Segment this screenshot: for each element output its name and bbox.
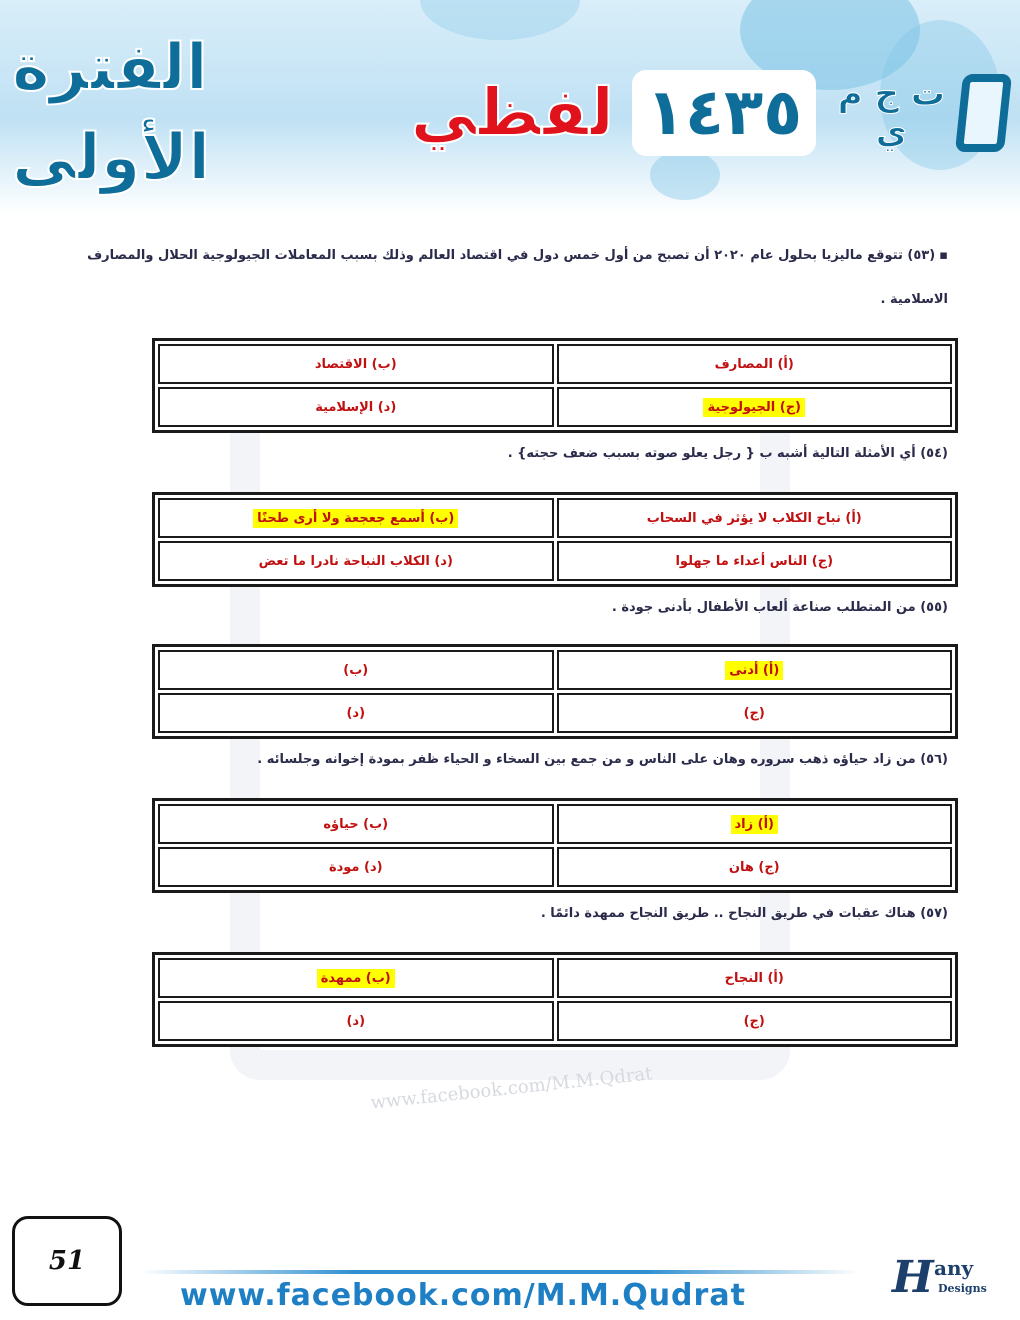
option-label: (د) مودة	[328, 859, 383, 875]
option-label: (ب) الاقتصاد	[314, 356, 397, 372]
question-text: (٥٧) هناك عقبات في طريق النجاح .. طريق النجاح ممهدة دائمًا .	[540, 906, 948, 921]
option-label-highlighted: (ج) الجيولوجية	[703, 398, 805, 417]
option-d[interactable]	[158, 387, 554, 427]
brand-word: any	[934, 1256, 974, 1280]
page-number: 51	[12, 1216, 122, 1306]
question-text: (٥٣) تتوقع ماليزيا بحلول عام ٢٠٢٠ أن تصبح من أول خمس دول في اقتصاد العالم وذلك بسبب المعاملات الجيولوجية الحلال والمصارف	[87, 248, 936, 263]
option-a[interactable]	[557, 344, 953, 384]
option-c[interactable]	[557, 693, 953, 733]
options-table-54	[152, 492, 958, 587]
question-54	[68, 444, 948, 464]
option-a[interactable]	[557, 958, 953, 998]
logo-glyph-icon	[954, 74, 1012, 152]
logo-text: ت ج م ي	[837, 74, 946, 152]
option-d[interactable]	[158, 847, 554, 887]
option-label: (د)	[346, 705, 366, 721]
option-c[interactable]	[557, 1001, 953, 1041]
banner-word-red: لفظي	[410, 74, 614, 151]
brand-initial: H	[892, 1252, 934, 1303]
options-table-57	[152, 952, 958, 1047]
option-label: (أ) المصارف	[714, 356, 794, 372]
logo	[834, 61, 1008, 166]
question-text-continued: الاسلامية .	[880, 292, 948, 307]
option-c[interactable]	[557, 541, 953, 581]
option-b[interactable]	[158, 958, 554, 998]
footer-divider	[140, 1270, 860, 1274]
option-label: (أ) نباح الكلاب لا يؤثر في السحاب	[646, 510, 862, 526]
options-table-53	[152, 338, 958, 433]
question-56	[68, 750, 948, 770]
option-label: (د) الكلاب النباحة نادرا ما تعض	[258, 553, 453, 569]
option-label: (أ) النجاح	[724, 970, 784, 986]
banner-word-blue: الفترة الأولى	[12, 31, 211, 195]
option-label: (ج) هان	[728, 859, 780, 875]
question-text: (٥٥) من المتطلب صناعة ألعاب الأطفال بأدنى جودة .	[611, 600, 948, 615]
option-label: (ج)	[743, 705, 765, 721]
option-label-highlighted: (ب) ممهدة	[317, 969, 395, 988]
option-label-highlighted: (أ) أدنى	[725, 661, 783, 680]
question-53-continued	[68, 290, 948, 310]
banner-year: ١٤٣٥	[632, 70, 816, 156]
option-d[interactable]	[158, 541, 554, 581]
question-57	[68, 904, 948, 924]
question-text: (٥٦) من زاد حياؤه ذهب سروره وهان على الناس و من جمع بين السخاء و الحياء ظفر بمودة إخوانه وجلسائه .	[257, 752, 948, 767]
option-label: (ج)	[743, 1013, 765, 1029]
option-label: (ب) حياؤه	[323, 816, 389, 832]
option-b[interactable]	[158, 804, 554, 844]
option-a[interactable]	[557, 498, 953, 538]
question-55	[68, 598, 948, 618]
option-d[interactable]	[158, 1001, 554, 1041]
brand-logo	[892, 1252, 1004, 1306]
option-label-highlighted: (أ) زاد	[731, 815, 778, 834]
option-a[interactable]	[557, 804, 953, 844]
options-table-55	[152, 644, 958, 739]
option-label: (د)	[346, 1013, 366, 1029]
option-label: (ج) الناس أعداء ما جهلوا	[675, 553, 834, 569]
header-banner	[0, 0, 1020, 215]
option-b[interactable]	[158, 344, 554, 384]
footer-url: www.facebook.com/M.M.Qudrat	[180, 1278, 746, 1313]
option-b[interactable]	[158, 498, 554, 538]
option-c[interactable]	[557, 847, 953, 887]
option-b[interactable]	[158, 650, 554, 690]
option-label: (ب)	[343, 662, 369, 678]
banner-title-row	[0, 31, 1020, 195]
question-53	[68, 246, 948, 266]
option-label-highlighted: (ب) أسمع جعجعة ولا أرى طحنًا	[253, 509, 458, 528]
options-table-56	[152, 798, 958, 893]
option-c[interactable]	[557, 387, 953, 427]
watermark-url: www.facebook.com/M.M.Qdrat	[369, 1063, 654, 1114]
option-d[interactable]	[158, 693, 554, 733]
question-text: (٥٤) أي الأمثلة التالية أشبه ب { رجل يعلو صوته بسبب ضعف حجته} .	[507, 446, 948, 461]
bullet-icon: ▪	[939, 248, 948, 263]
option-a[interactable]	[557, 650, 953, 690]
option-label: (د) الإسلامية	[315, 399, 397, 415]
brand-subtitle: Designs	[938, 1282, 987, 1295]
